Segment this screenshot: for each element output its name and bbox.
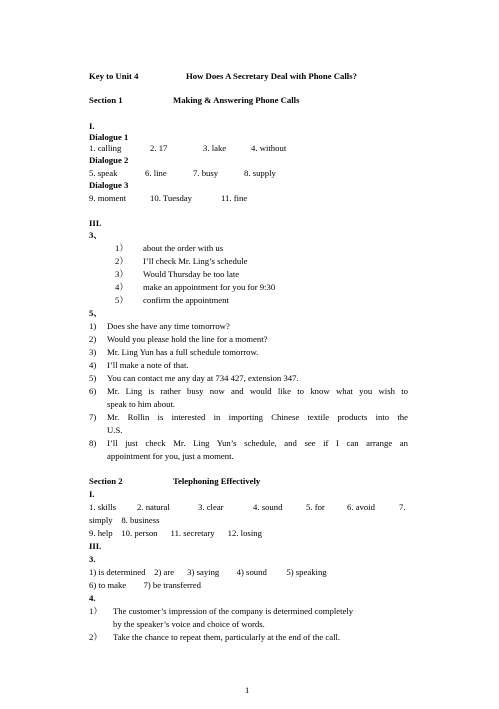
q3-item-num: 4） (115, 282, 129, 292)
dialogue1-answer: 3. lake (203, 143, 227, 153)
s1-part1-heading: I. (89, 121, 95, 131)
dialogue3-answer: 11. fine (221, 193, 248, 203)
q5-item-num: 2) (89, 334, 97, 344)
q3-item-text: make an appointment for you for 9:30 (143, 282, 276, 292)
dialogue1-title: Dialogue 1 (89, 132, 129, 142)
dialogue2-answer: 6. line (145, 168, 167, 178)
dialogue1-answer: 1. calling (89, 143, 122, 153)
s2-q3-line2: 6) to make 7) be transferred (89, 580, 201, 590)
q5-item-text: Mr. Ling is rather busy now and would like to know what you wish to (107, 386, 408, 396)
s2-part3-heading: III. (89, 541, 102, 551)
s2-part1-heading: I. (89, 489, 95, 499)
section1-label: Section 1 (89, 95, 123, 105)
q4-item-text: Take the chance to repeat them, particularly at the end of the call. (113, 632, 341, 642)
q3-item-num: 2） (115, 256, 129, 266)
q5-item-num: 7) (89, 412, 97, 422)
q5-item-num: 4) (89, 360, 97, 370)
unit-key-label: Key to Unit 4 (89, 71, 139, 81)
s2-part1-answer: 4. sound (253, 502, 283, 512)
q3-item-text: about the order with us (143, 243, 224, 253)
s2-part1-answer: 2. natural (137, 502, 170, 512)
q5-item-text: Mr. Ling Yun has a full schedule tomorrow. (107, 347, 259, 357)
q5-item-num: 3) (89, 347, 97, 357)
section2-title: Telephoning Effectively (173, 476, 261, 486)
q5-item-text-cont: U.S. (107, 425, 123, 435)
dialogue2-title: Dialogue 2 (89, 155, 129, 165)
dialogue2-answer: 5. speak (89, 168, 118, 178)
s2-part1-answer: 3. clear (198, 502, 224, 512)
dialogue3-answer: 10. Tuesday (150, 193, 192, 203)
q5-item-num: 5) (89, 373, 97, 383)
q5-item-text: Mr. Rollin is interested in importing Chinese textile products into the (107, 412, 408, 422)
s2-part1-answer: 6. avoid (347, 502, 375, 512)
q4-item-text-cont: by the speaker’s voice and choice of words. (113, 619, 265, 629)
s2-q4-label: 4. (89, 593, 96, 603)
q3-item-text: confirm the appointment (143, 295, 229, 305)
q3-item-num: 5） (115, 295, 129, 305)
q5-item-text: You can contact me any day at 734 427, extension 347. (107, 373, 299, 383)
s2-q3-label: 3. (89, 554, 96, 564)
section1-title: Making & Answering Phone Calls (173, 95, 300, 105)
q5-item-text: I’ll make a note of that. (107, 360, 189, 370)
page-number: 1 (245, 685, 250, 695)
q5-item-text: Would you please hold the line for a moment? (107, 334, 268, 344)
q3-item-text: I’ll check Mr. Ling’s schedule (143, 256, 248, 266)
q5-item-text: Does she have any time tomorrow? (107, 321, 230, 331)
q5-item-num: 1) (89, 321, 97, 331)
s2-part1-answer: 1. skills (89, 502, 117, 512)
dialogue2-answer: 8. supply (244, 168, 276, 178)
s2-part1-line2: simply 8. business (89, 515, 160, 525)
q5-item-num: 6) (89, 386, 97, 396)
q5-item-text: I’ll just check Mr. Ling Yun’s schedule, and see if I can arrange an (107, 438, 408, 448)
q3-item-num: 1） (115, 243, 129, 253)
s2-part1-answer: 7. (399, 502, 406, 512)
q5-item-text-cont: appointment for you, just a moment. (107, 451, 234, 461)
section2-label: Section 2 (89, 476, 123, 486)
dialogue2-answer: 7. busy (193, 168, 219, 178)
unit-title: How Does A Secretary Deal with Phone Calls? (186, 71, 357, 81)
s1-q3-label: 3、 (89, 230, 103, 240)
q4-item-num: 2） (89, 632, 103, 642)
q3-item-text: Would Thursday be too late (143, 269, 240, 279)
q3-item-num: 3） (115, 269, 129, 279)
q4-item-text: The customer’s impression of the company is determined completely (113, 606, 354, 616)
q5-item-num: 8) (89, 438, 97, 448)
dialogue1-answer: 2. 17 (150, 143, 168, 153)
s2-part1-answer: 5. for (306, 502, 325, 512)
dialogue3-title: Dialogue 3 (89, 180, 129, 190)
s1-part3-heading: III. (89, 218, 102, 228)
s2-part1-line3: 9. help 10. person 11. secretary 12. losing (89, 528, 262, 538)
q4-item-num: 1） (89, 606, 103, 616)
s1-q5-label: 5、 (89, 308, 103, 318)
s2-q3-line1: 1) is determined 2) are 3) saying 4) sound 5) speaking (89, 567, 327, 577)
dialogue3-answer: 9. moment (89, 193, 127, 203)
dialogue1-answer: 4. without (251, 143, 287, 153)
q5-item-text-cont: speak to him about. (107, 399, 176, 409)
